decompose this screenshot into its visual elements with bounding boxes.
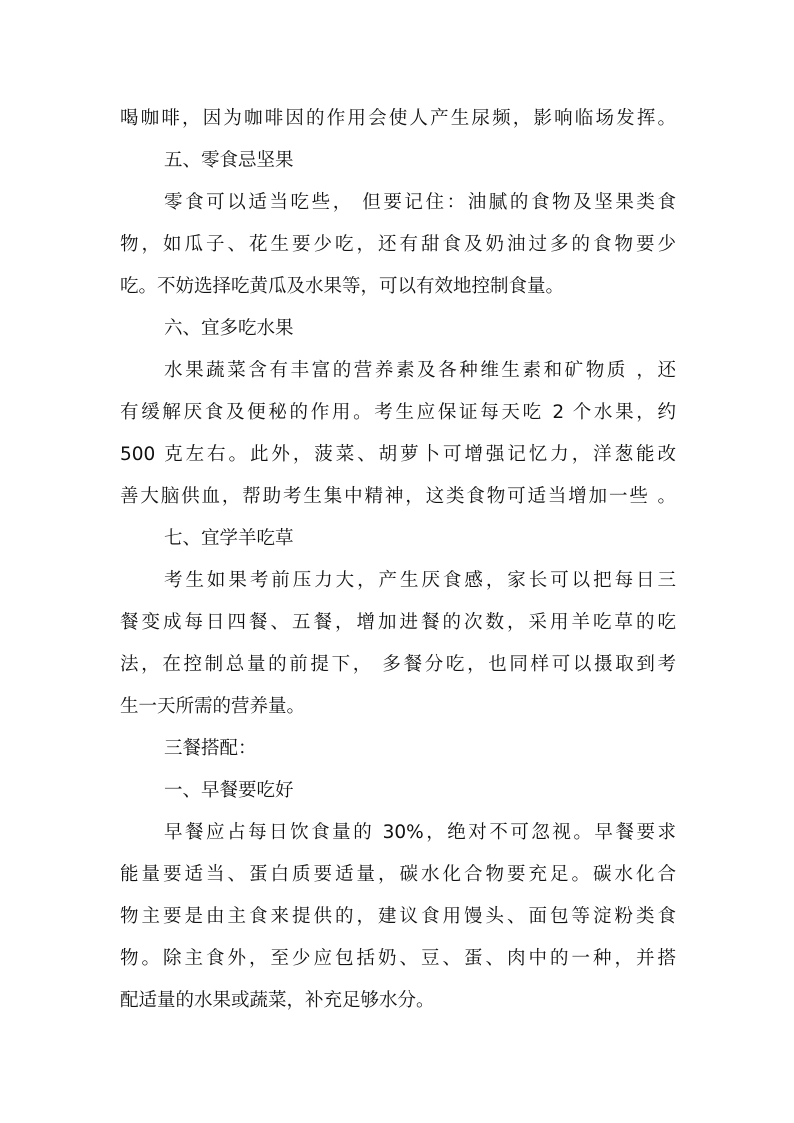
paragraph-line: 能量要适当、蛋白质要适量，碳水化合物要充足。碳水化合	[120, 864, 676, 885]
paragraph-line: 善大脑供血，帮助考生集中精神，这类食物可适当增加一些 。	[120, 486, 676, 507]
paragraph-line: 水果蔬菜含有丰富的营养素及各种维生素和矿物质 ，还	[164, 360, 676, 381]
section-heading: 三餐搭配：	[164, 738, 257, 759]
paragraph-line: 物。除主食外，至少应包括奶、豆、蛋、肉中的一种，并搭	[120, 948, 676, 969]
paragraph-line: 零食可以适当吃些， 但要记住：油腻的食物及坚果类食	[164, 192, 676, 213]
paragraph-line: 物主要是由主食来提供的，建议食用馒头、面包等淀粉类食	[120, 906, 676, 927]
paragraph-line: 考生如果考前压力大，产生厌食感，家长可以把每日三	[164, 570, 676, 591]
paragraph-line: 物，如瓜子、花生要少吃，还有甜食及奶油过多的食物要少	[120, 234, 676, 255]
paragraph-line: 法，在控制总量的前提下， 多餐分吃，也同样可以摄取到考	[120, 654, 676, 675]
section-heading: 七、宜学羊吃草	[164, 528, 294, 549]
section-heading: 六、宜多吃水果	[164, 318, 294, 339]
paragraph-line: 配适量的水果或蔬菜，补充足够水分。	[120, 990, 435, 1011]
document-body	[120, 98, 676, 1022]
paragraph-line: 生一天所需的营养量。	[120, 696, 306, 717]
paragraph-line: 喝咖啡，因为咖啡因的作用会使人产生尿频，影响临场发挥。	[120, 108, 676, 129]
section-heading: 五、零食忌坚果	[164, 150, 294, 171]
paragraph-line: 500 克左右。此外，菠菜、胡萝卜可增强记忆力，洋葱能改	[120, 444, 676, 465]
paragraph-line: 餐变成每日四餐、五餐，增加进餐的次数，采用羊吃草的吃	[120, 612, 676, 633]
paragraph-line: 吃。不妨选择吃黄瓜及水果等，可以有效地控制食量。	[120, 276, 565, 297]
paragraph-line: 早餐应占每日饮食量的 30%，绝对不可忽视。早餐要求	[164, 822, 676, 843]
section-heading: 一、早餐要吃好	[164, 780, 294, 801]
paragraph-line: 有缓解厌食及便秘的作用。考生应保证每天吃 2 个水果，约	[120, 402, 676, 423]
